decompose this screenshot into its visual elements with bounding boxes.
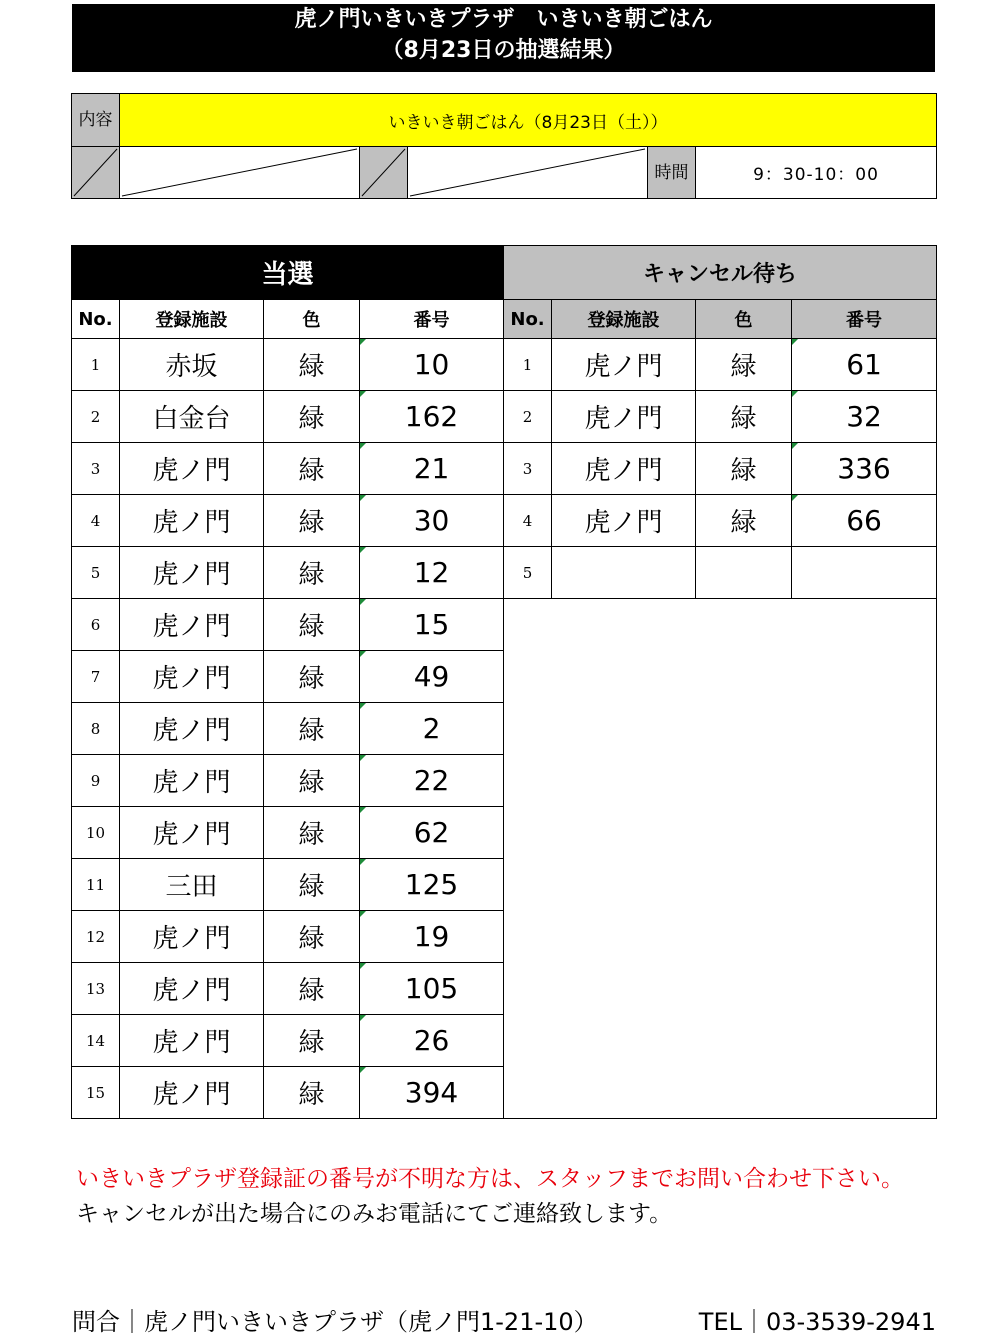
waitlist-facility: 虎ノ門 bbox=[552, 443, 696, 495]
winner-color: 緑 bbox=[264, 755, 360, 807]
winner-number: 22 bbox=[360, 755, 504, 807]
time-label: 時間 bbox=[648, 147, 696, 199]
waitlist-facility bbox=[552, 547, 696, 599]
winner-facility: 虎ノ門 bbox=[120, 703, 264, 755]
waitlist-no: 2 bbox=[504, 391, 552, 443]
winner-number: 125 bbox=[360, 859, 504, 911]
winner-color: 緑 bbox=[264, 1067, 360, 1119]
waitlist-no: 3 bbox=[504, 443, 552, 495]
winner-number: 19 bbox=[360, 911, 504, 963]
waitlist-number: 61 bbox=[792, 339, 937, 391]
winner-facility: 虎ノ門 bbox=[120, 599, 264, 651]
event-info-table bbox=[71, 93, 937, 199]
winner-color: 緑 bbox=[264, 547, 360, 599]
table-row bbox=[72, 443, 937, 495]
page-subtitle: （8月23日の抽選結果） bbox=[381, 38, 626, 63]
table-row bbox=[72, 391, 937, 443]
winner-number: 30 bbox=[360, 495, 504, 547]
winner-color: 緑 bbox=[264, 963, 360, 1015]
footer-contact bbox=[72, 1302, 936, 1337]
winner-facility: 虎ノ門 bbox=[120, 911, 264, 963]
winner-color: 緑 bbox=[264, 807, 360, 859]
winner-facility: 虎ノ門 bbox=[120, 1015, 264, 1067]
winner-facility: 三田 bbox=[120, 859, 264, 911]
note-cancellation: キャンセルが出た場合にのみお電話にてご連絡致します。 bbox=[76, 1201, 673, 1227]
empty-value-cell bbox=[120, 147, 360, 199]
winner-number: 26 bbox=[360, 1015, 504, 1067]
waitlist-color bbox=[696, 547, 792, 599]
table-row bbox=[72, 495, 937, 547]
winner-color: 緑 bbox=[264, 651, 360, 703]
winner-number: 12 bbox=[360, 547, 504, 599]
winners-col-facility: 登録施設 bbox=[120, 300, 264, 339]
winner-color: 緑 bbox=[264, 339, 360, 391]
table-row bbox=[72, 339, 937, 391]
waitlist-number: 336 bbox=[792, 443, 937, 495]
lottery-results-table bbox=[71, 245, 937, 1119]
waitlist-no: 4 bbox=[504, 495, 552, 547]
winner-facility: 虎ノ門 bbox=[120, 443, 264, 495]
winner-facility: 白金台 bbox=[120, 391, 264, 443]
time-value: 9：30-10：00 bbox=[696, 147, 937, 199]
waitlist-no: 5 bbox=[504, 547, 552, 599]
winner-color: 緑 bbox=[264, 703, 360, 755]
winner-number: 2 bbox=[360, 703, 504, 755]
waitlist-facility: 虎ノ門 bbox=[552, 391, 696, 443]
waitlist-col-color: 色 bbox=[696, 300, 792, 339]
winner-no: 4 bbox=[72, 495, 120, 547]
winner-no: 1 bbox=[72, 339, 120, 391]
waitlist-col-number: 番号 bbox=[792, 300, 937, 339]
winner-color: 緑 bbox=[264, 911, 360, 963]
empty-label-cell bbox=[360, 147, 408, 199]
winner-number: 15 bbox=[360, 599, 504, 651]
waitlist-number: 66 bbox=[792, 495, 937, 547]
table-row bbox=[72, 547, 937, 599]
content-label: 内容 bbox=[72, 94, 120, 147]
waitlist-color: 緑 bbox=[696, 495, 792, 547]
waitlist-color: 緑 bbox=[696, 391, 792, 443]
table-row bbox=[72, 599, 937, 651]
winner-color: 緑 bbox=[264, 859, 360, 911]
winner-facility: 虎ノ門 bbox=[120, 547, 264, 599]
winner-number: 105 bbox=[360, 963, 504, 1015]
winner-facility: 虎ノ門 bbox=[120, 963, 264, 1015]
waitlist-color: 緑 bbox=[696, 443, 792, 495]
contact-tel: TEL｜03-3539-2941 bbox=[698, 1308, 936, 1336]
waitlist-number: 32 bbox=[792, 391, 937, 443]
winners-col-no: No. bbox=[72, 300, 120, 339]
waitlist-no: 1 bbox=[504, 339, 552, 391]
waitlist-facility: 虎ノ門 bbox=[552, 495, 696, 547]
winner-number: 49 bbox=[360, 651, 504, 703]
winner-number: 21 bbox=[360, 443, 504, 495]
winner-facility: 虎ノ門 bbox=[120, 651, 264, 703]
winners-col-color: 色 bbox=[264, 300, 360, 339]
winner-color: 緑 bbox=[264, 391, 360, 443]
winner-no: 9 bbox=[72, 755, 120, 807]
winner-no: 6 bbox=[72, 599, 120, 651]
winners-col-number: 番号 bbox=[360, 300, 504, 339]
winner-no: 5 bbox=[72, 547, 120, 599]
note-registration: いきいきプラザ登録証の番号が不明な方は、スタッフまでお問い合わせ下さい。 bbox=[76, 1166, 904, 1192]
winner-no: 12 bbox=[72, 911, 120, 963]
empty-value-cell bbox=[408, 147, 648, 199]
winner-color: 緑 bbox=[264, 443, 360, 495]
content-value: いきいき朝ごはん（8月23日（土）） bbox=[120, 94, 937, 147]
winner-facility: 赤坂 bbox=[120, 339, 264, 391]
winner-color: 緑 bbox=[264, 1015, 360, 1067]
winner-facility: 虎ノ門 bbox=[120, 1067, 264, 1119]
contact-address: 問合｜虎ノ門いきいきプラザ（虎ノ門1-21-10） bbox=[72, 1308, 598, 1336]
page-title: 虎ノ門いきいきプラザ いきいき朝ごはん bbox=[294, 7, 713, 32]
winner-facility: 虎ノ門 bbox=[120, 755, 264, 807]
waitlist-col-no: No. bbox=[504, 300, 552, 339]
notes bbox=[76, 1162, 904, 1232]
winner-number: 62 bbox=[360, 807, 504, 859]
winner-no: 3 bbox=[72, 443, 120, 495]
winner-color: 緑 bbox=[264, 599, 360, 651]
waitlist-facility: 虎ノ門 bbox=[552, 339, 696, 391]
waitlist-col-facility: 登録施設 bbox=[552, 300, 696, 339]
waitlist-color: 緑 bbox=[696, 339, 792, 391]
winner-no: 11 bbox=[72, 859, 120, 911]
winner-facility: 虎ノ門 bbox=[120, 807, 264, 859]
winner-no: 14 bbox=[72, 1015, 120, 1067]
winner-color: 緑 bbox=[264, 495, 360, 547]
winner-no: 15 bbox=[72, 1067, 120, 1119]
winner-no: 7 bbox=[72, 651, 120, 703]
winner-facility: 虎ノ門 bbox=[120, 495, 264, 547]
winner-no: 2 bbox=[72, 391, 120, 443]
winner-number: 162 bbox=[360, 391, 504, 443]
empty-label-cell bbox=[72, 147, 120, 199]
winner-no: 8 bbox=[72, 703, 120, 755]
winner-no: 13 bbox=[72, 963, 120, 1015]
waitlist-empty-area bbox=[504, 599, 937, 1119]
winners-title: 当選 bbox=[72, 246, 504, 300]
waitlist-number bbox=[792, 547, 937, 599]
page-title-banner bbox=[72, 4, 935, 72]
winner-no: 10 bbox=[72, 807, 120, 859]
winner-number: 10 bbox=[360, 339, 504, 391]
winner-number: 394 bbox=[360, 1067, 504, 1119]
waitlist-title: キャンセル待ち bbox=[504, 246, 937, 300]
